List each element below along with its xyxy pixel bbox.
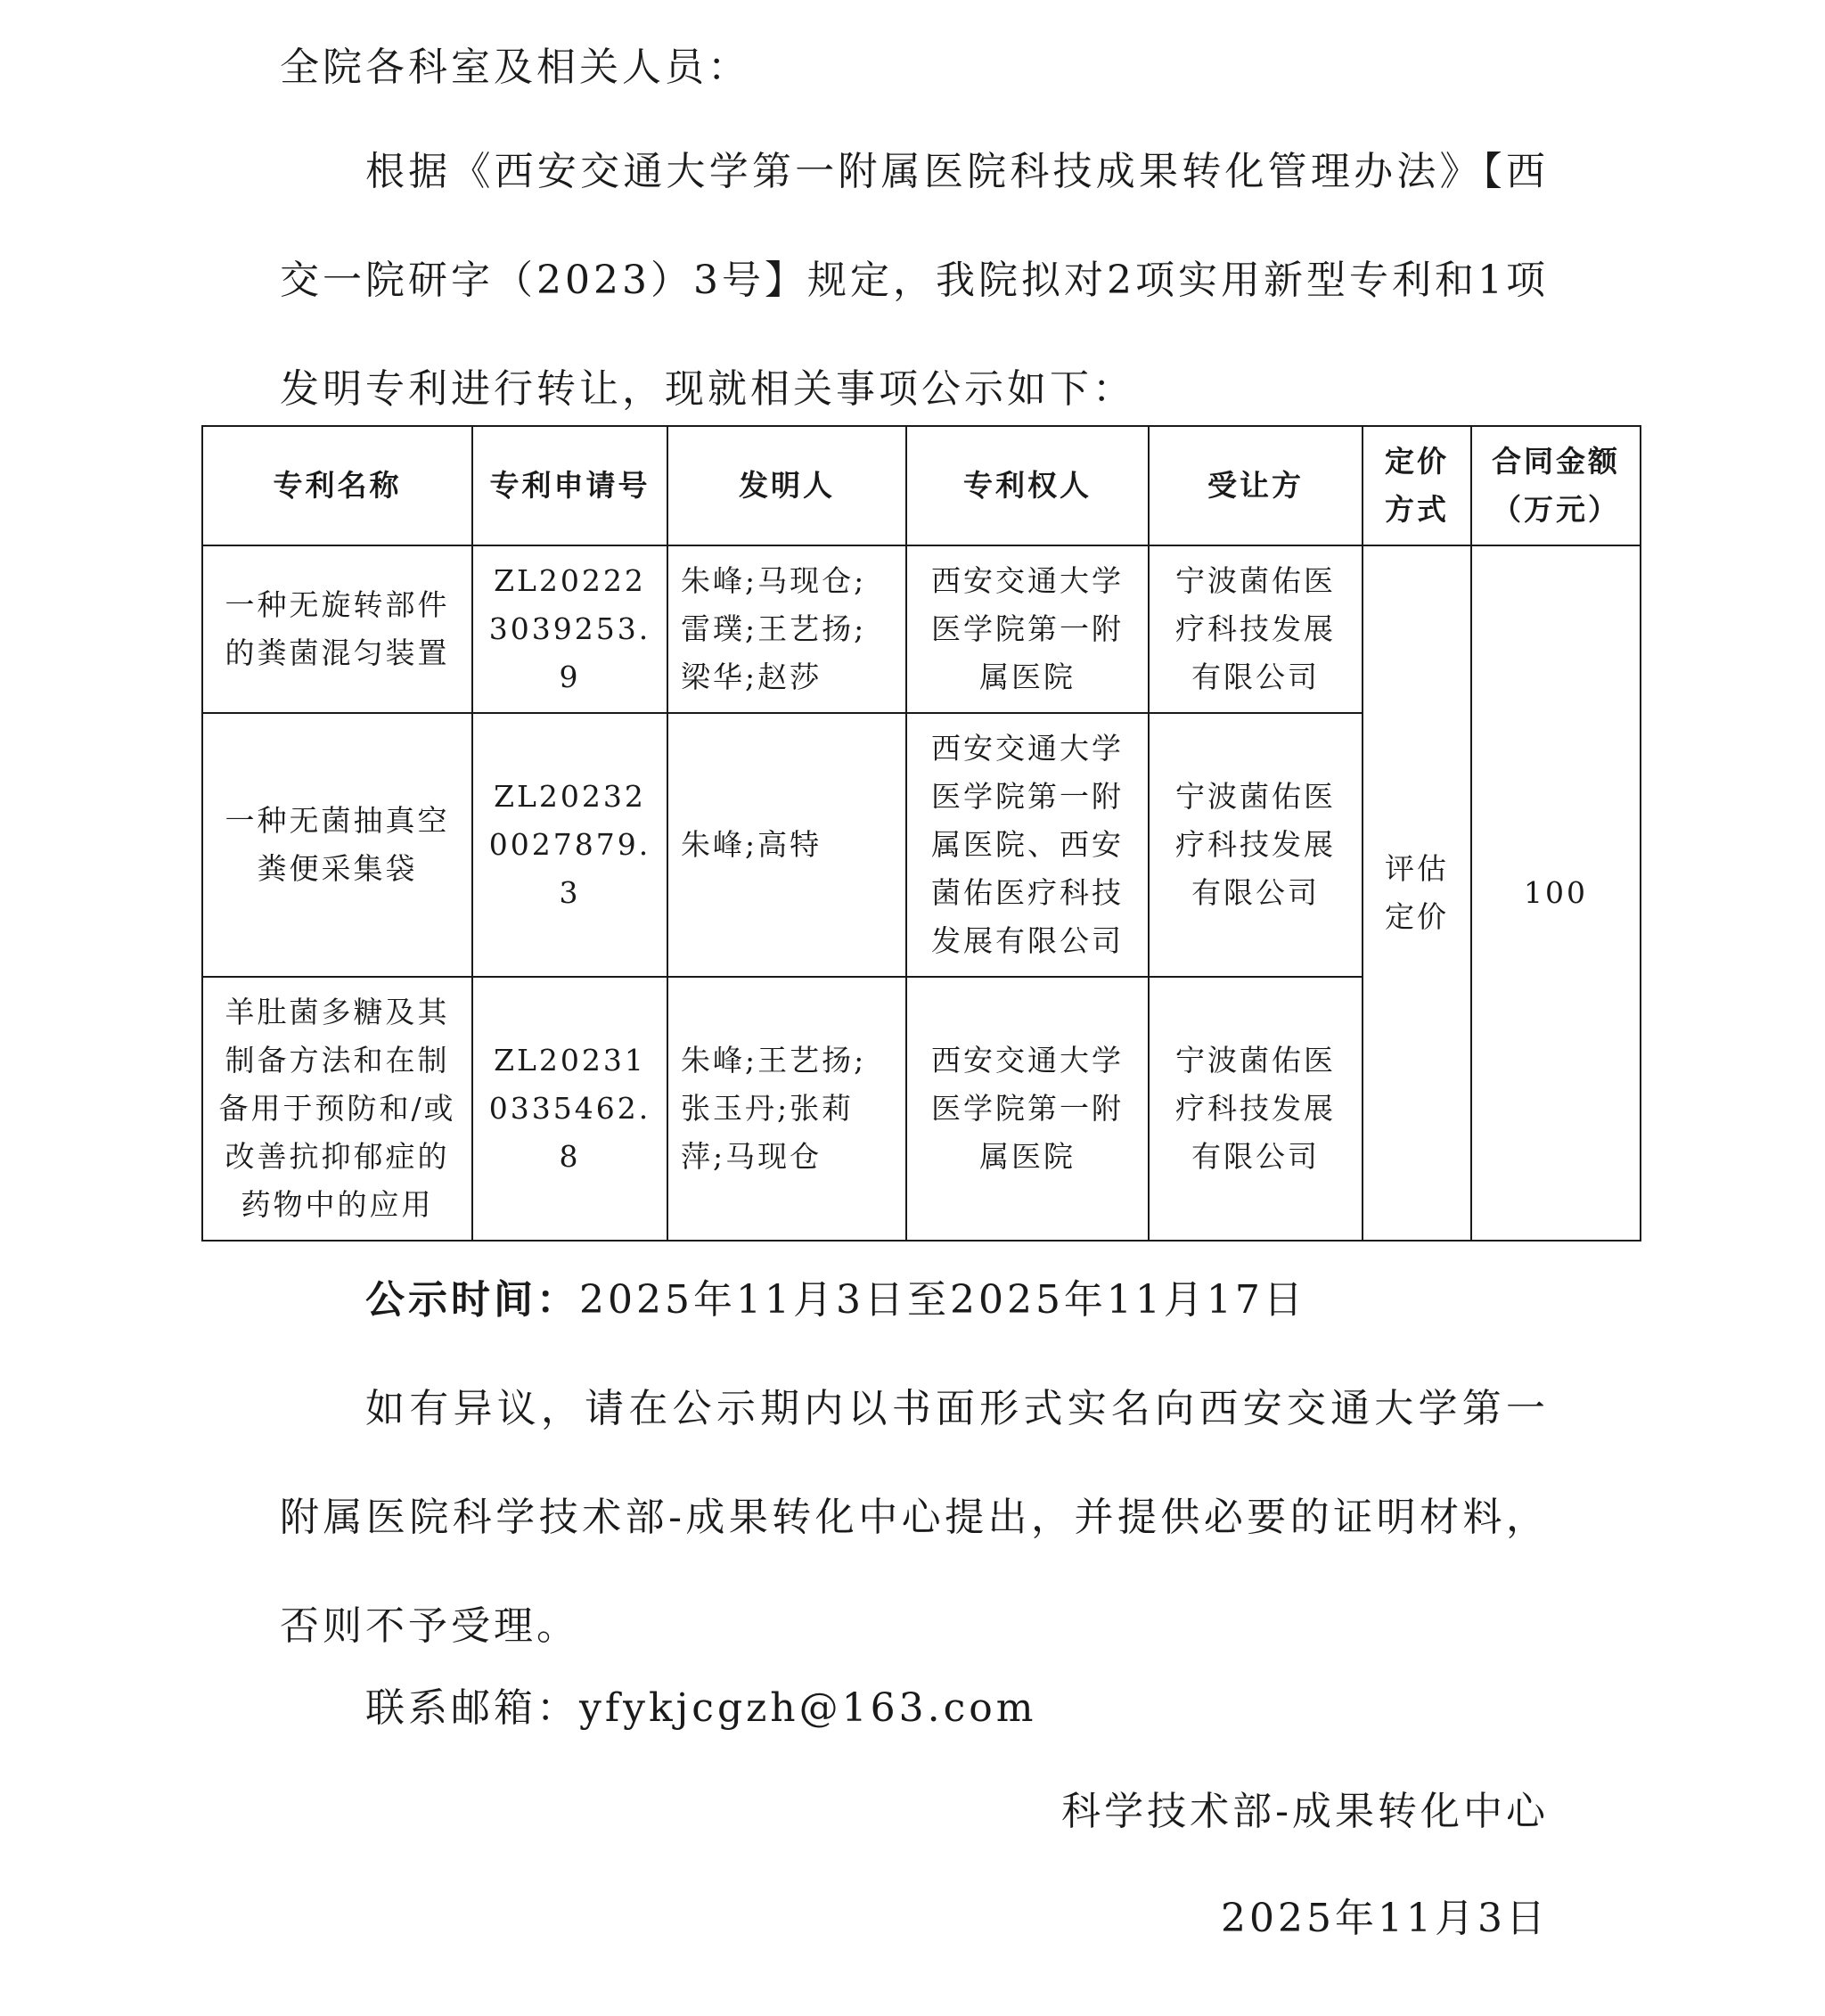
contact-email: 联系邮箱：yfykjcgzh@163.com bbox=[365, 1685, 1037, 1731]
header-inventor: 发明人 bbox=[667, 426, 906, 545]
patent-table bbox=[201, 425, 1641, 1242]
inventor-cell: 朱峰;马现仓;雷璞;王艺扬;梁华;赵莎 bbox=[667, 545, 906, 713]
inventor-cell: 朱峰;高特 bbox=[667, 713, 906, 977]
owner-cell: 西安交通大学医学院第一附属医院 bbox=[906, 977, 1149, 1241]
header-patent-name: 专利名称 bbox=[202, 426, 472, 545]
assignee-cell: 宁波菌佑医疗科技发展有限公司 bbox=[1149, 977, 1363, 1241]
header-contract-amount: 合同金额（万元） bbox=[1471, 426, 1641, 545]
publicity-period-label: 公示时间： bbox=[365, 1277, 579, 1323]
contract-amount-cell: 100 bbox=[1471, 545, 1641, 1241]
patent-number-cell: ZL202223039253.9 bbox=[472, 545, 667, 713]
publicity-period-value: 2025年11月3日至2025年11月17日 bbox=[579, 1277, 1306, 1323]
signature-date: 2025年11月3日 bbox=[1221, 1896, 1549, 1941]
assignee-cell: 宁波菌佑医疗科技发展有限公司 bbox=[1149, 545, 1363, 713]
header-patent-owner: 专利权人 bbox=[906, 426, 1149, 545]
publicity-period bbox=[280, 1246, 1549, 1355]
header-patent-number: 专利申请号 bbox=[472, 426, 667, 545]
patent-name-cell: 羊肚菌多糖及其制备方法和在制备用于预防和/或改善抗抑郁症的药物中的应用 bbox=[202, 977, 472, 1241]
objection-paragraph: 如有异议，请在公示期内以书面形式实名向西安交通大学第一附属医院科学技术部-成果转化中心提出，并提供必要的证明材料，否则不予受理。 bbox=[280, 1386, 1549, 1649]
owner-cell: 西安交通大学医学院第一附属医院 bbox=[906, 545, 1149, 713]
signature-org: 科学技术部-成果转化中心 bbox=[1061, 1789, 1549, 1834]
intro-paragraph: 根据《西安交通大学第一附属医院科技成果转化管理办法》【西交一院研字（2023）3号】规定，我院拟对2项实用新型专利和1项发明专利进行转让，现就相关事项公示如下： bbox=[280, 149, 1549, 412]
salutation: 全院各科室及相关人员： bbox=[280, 45, 750, 90]
patent-number-cell: ZL202320027879.3 bbox=[472, 713, 667, 977]
header-pricing-method: 定价方式 bbox=[1363, 426, 1471, 545]
patent-name-cell: 一种无旋转部件的粪菌混匀装置 bbox=[202, 545, 472, 713]
owner-cell: 西安交通大学医学院第一附属医院、西安菌佑医疗科技发展有限公司 bbox=[906, 713, 1149, 977]
patent-number-cell: ZL202310335462.8 bbox=[472, 977, 667, 1241]
header-assignee: 受让方 bbox=[1149, 426, 1363, 545]
patent-name-cell: 一种无菌抽真空粪便采集袋 bbox=[202, 713, 472, 977]
inventor-cell: 朱峰;王艺扬;张玉丹;张莉萍;马现仓 bbox=[667, 977, 906, 1241]
table-row bbox=[202, 545, 1641, 713]
assignee-cell: 宁波菌佑医疗科技发展有限公司 bbox=[1149, 713, 1363, 977]
pricing-method-cell: 评估定价 bbox=[1363, 545, 1471, 1241]
table-header-row bbox=[202, 426, 1641, 545]
